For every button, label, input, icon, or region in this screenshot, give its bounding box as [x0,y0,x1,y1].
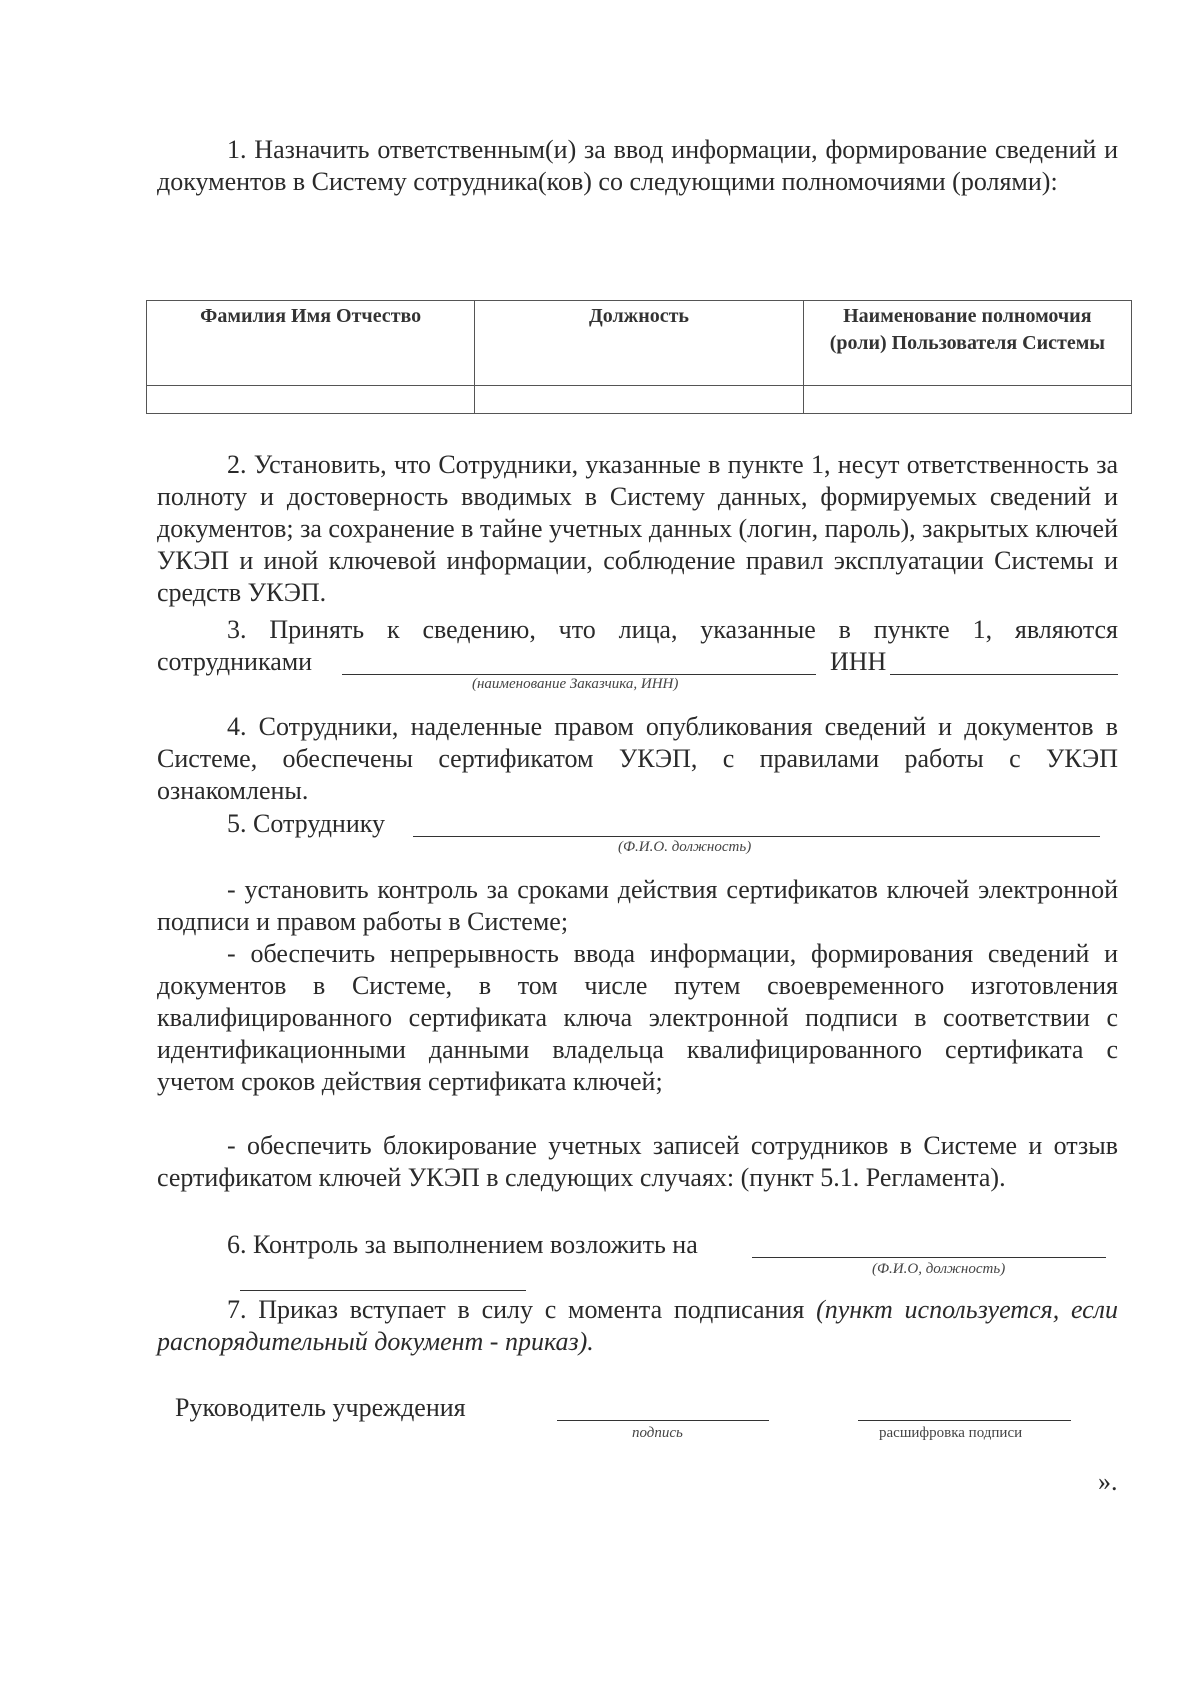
item-5-bullet-2: - обеспечить непрерывность ввода информации, формирования сведений и документов в Системе, в том числе путем своевременного изготовления квалифицированного сертификата ключа электронной подписи в соответствии с идентификационными данными владельца квалифицированного сертификата с учетом сроков действия сертификата ключей; [157,939,1118,1096]
closing-quote: ». [1098,1467,1118,1496]
roles-table [146,300,1132,414]
item-5-label: 5. Сотруднику [227,809,386,838]
signature-blank [557,1420,769,1421]
item-4-text: 4. Сотрудники, наделенные правом опубликования сведений и документов в Системе, обеспечены сертификатом УКЭП, с правилами работы с УКЭП ознакомлены. [157,712,1118,805]
item-6-label: 6. Контроль за выполнением возложить на [227,1230,698,1259]
employee-caption: (Ф.И.О. должность) [618,839,752,855]
header-role-name: Наименование полномочия (роли) Пользователя Системы [803,301,1131,386]
signature-caption: подпись [632,1425,683,1441]
table-cell [475,386,803,414]
table-row [147,386,1132,414]
item-7-note: (пункт используется, если распорядительный документ - приказ). [157,1295,1119,1356]
table-cell [803,386,1131,414]
inn-blank [890,674,1118,675]
item-1-text: 1. Назначить ответственным(и) за ввод информации, формирование сведений и документов в Систему сотрудника(ков) со следующими полномочиями (ролями): [157,135,1118,196]
controller-blank [752,1257,1106,1258]
item-7-text: 7. Приказ вступает в силу с момента подписания [227,1295,805,1324]
inn-label: ИНН [830,647,887,676]
table-header-row [147,301,1132,386]
header-position: Должность [475,301,803,386]
table-cell [147,386,475,414]
controller-caption: (Ф.И.О, должность) [872,1261,1006,1277]
item-7-paragraph [157,1294,1118,1358]
item-3-line1: 3. Принять к сведению, что лица, указанные в пункте 1, являются [227,615,1118,644]
signature-label: Руководитель учреждения [175,1393,466,1422]
signature-decode-caption: расшифровка подписи [879,1425,1023,1441]
signature-decode-blank [858,1420,1071,1421]
item-3-prefix: сотрудниками [157,647,313,676]
employee-blank [413,836,1100,837]
item-5-bullet-3: - обеспечить блокирование учетных записей сотрудников в Системе и отзыв сертификатом ключей УКЭП в следующих случаях: (пункт 5.1. Регламента). [157,1131,1118,1192]
controller-blank-2 [240,1290,526,1291]
customer-caption: (наименование Заказчика, ИНН) [472,676,679,692]
item-2-text: 2. Установить, что Сотрудники, указанные в пункте 1, несут ответственность за полноту и достоверность вводимых в Систему данных, формируемых сведений и документов; за сохранение в тайне учетных данных (логин, пароль), закрытых ключей УКЭП и иной ключевой информации, соблюдение правил эксплуатации Системы и средств УКЭП. [157,450,1118,607]
item-5-bullet-1: - установить контроль за сроками действия сертификатов ключей электронной подписи и правом работы в Системе; [157,875,1118,936]
header-full-name: Фамилия Имя Отчество [147,301,475,386]
